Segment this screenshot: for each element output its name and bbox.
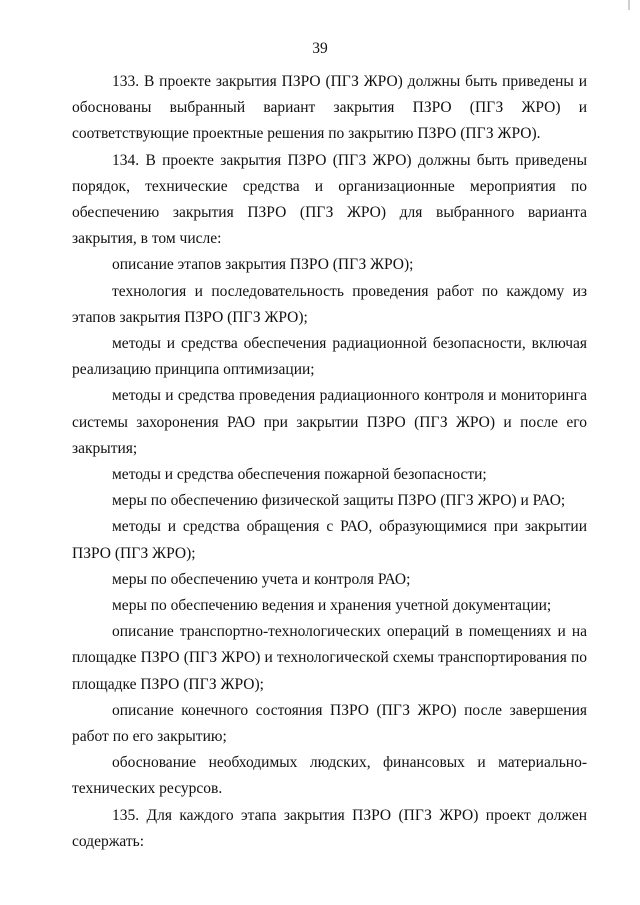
list-item-documentation: меры по обеспечению ведения и хранения учетной документации; [112,597,552,615]
list-item-fire-safety: методы и средства обеспечения пожарной безопасности; [112,466,487,484]
paragraph-133: 133. В проекте закрытия ПЗРО (ПГЗ ЖРО) должны быть приведены и обоснованы выбранный вариант закрытия ПЗРО (ПГЗ ЖРО) и соответствующие проектные решения по закрытию ПЗРО (ПГЗ ЖРО). [72,73,587,143]
page-number: 39 [312,40,328,57]
list-item-stages: описание этапов закрытия ПЗРО (ПГЗ ЖРО); [112,256,414,274]
list-item-technology: технология и последовательность проведения работ по каждому из этапов закрытия ПЗРО (ПГЗ ЖРО); [72,282,587,326]
paragraph-135: 135. Для каждого этапа закрытия ПЗРО (ПГЗ ЖРО) проект должен содержать: [72,806,587,850]
paragraph-134: 134. В проекте закрытия ПЗРО (ПГЗ ЖРО) должны быть приведены порядок, технические средства и организационные мероприятия по обеспечению закрытия ПЗРО (ПГЗ ЖРО) для выбранного варианта закрытия, в том числе: [72,151,587,248]
list-item-radiation-monitoring: методы и средства проведения радиационного контроля и мониторинга системы захоронения РАО при закрытии ПЗРО (ПГЗ ЖРО) и после его закрытия; [72,387,587,457]
list-item-physical-protection: меры по обеспечению физической защиты ПЗРО (ПГЗ ЖРО) и РАО; [112,492,566,510]
scan-artifact [628,0,630,10]
list-item-transport: описание транспортно-технологических операций в помещениях и на площадке ПЗРО (ПГЗ ЖРО) и технологической схемы транспортирования по площадке ПЗРО (ПГЗ ЖРО); [72,623,587,693]
list-item-rao-handling: методы и средства обращения с РАО, образующимися при закрытии ПЗРО (ПГЗ ЖРО); [72,518,587,562]
list-item-accounting: меры по обеспечению учета и контроля РАО; [112,570,411,588]
document-body [72,69,587,855]
list-item-final-state: описание конечного состояния ПЗРО (ПГЗ ЖРО) после завершения работ по его закрытию; [72,701,587,746]
list-item-radiation-safety: методы и средства обеспечения радиационной безопасности, включая реализацию принципа оптимизации; [72,335,587,379]
list-item-resources: обоснование необходимых людских, финансовых и материально-технических ресурсов. [72,754,587,798]
